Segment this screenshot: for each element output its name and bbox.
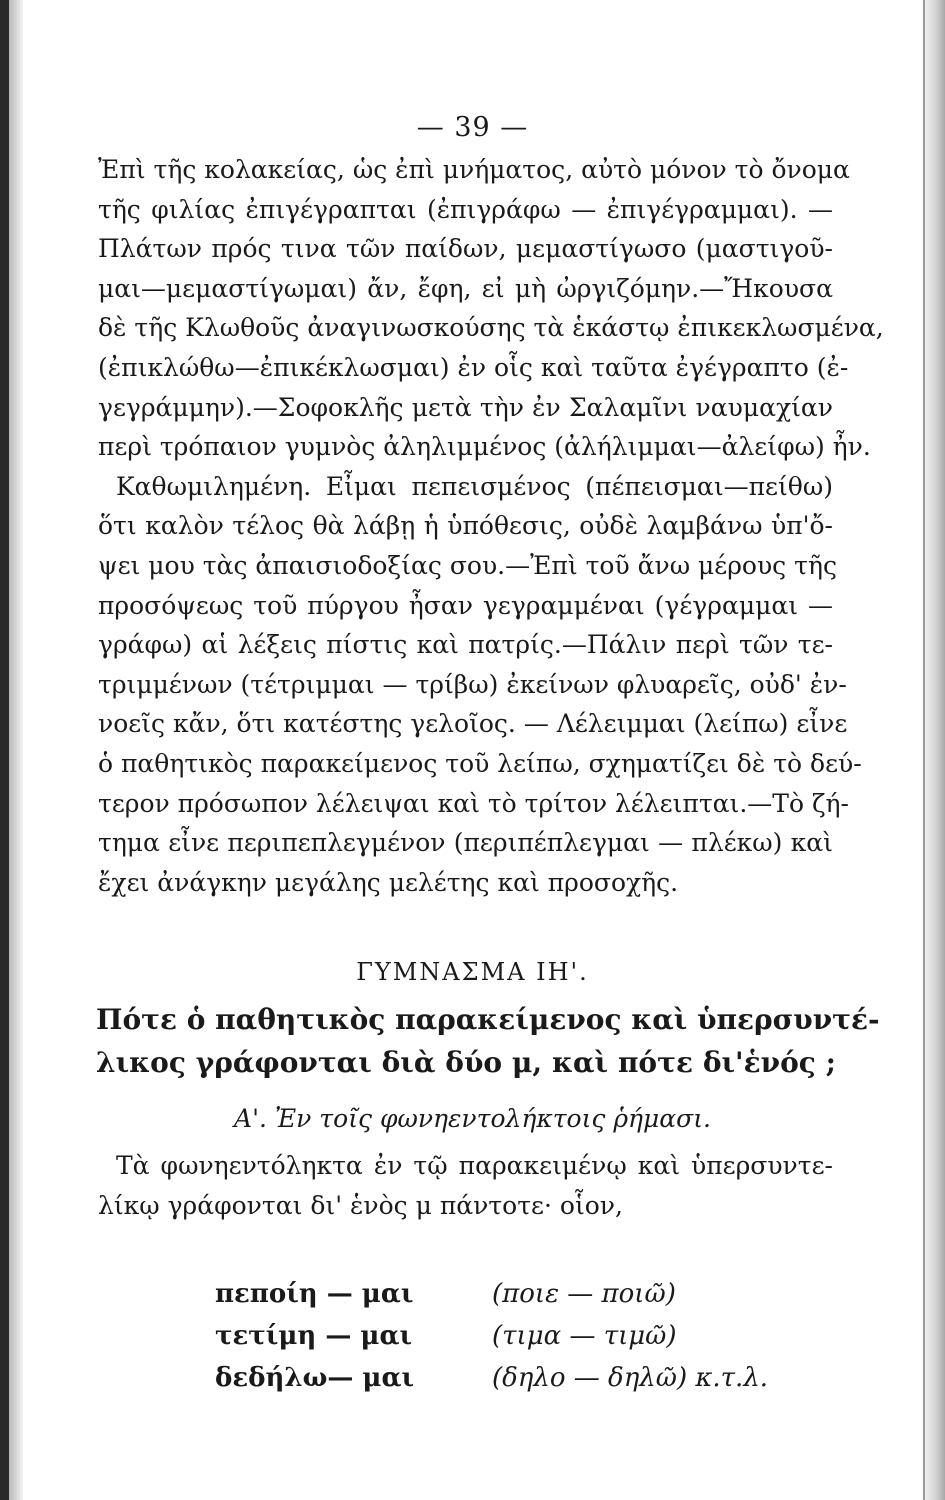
paragraph-line: γράφω) αἱ λέξεις πίστις καὶ πατρίς.—Πάλιν περὶ τῶν τε- (98, 630, 833, 660)
examples-list (215, 1273, 775, 1399)
exercise-heading-line: Πότε ὁ παθητικὸς παρακείμενος καὶ ὑπερσυντέ- (96, 1003, 880, 1036)
example-form: δεδήλω— μαι (215, 1363, 415, 1393)
paragraph-line: γεγράμμην).—Σοφοκλῆς μετὰ τὴν ἐν Σαλαμῖνι ναυμαχίαν (98, 392, 833, 422)
paragraph-line: Καθωμιλημένη. Εἶμαι πεπεισμένος (πέπεισμαι—πείθω) (116, 471, 833, 501)
paragraph-line: νοεῖς κἄν, ὅτι κατέστης γελοῖος. — Λέλειμμαι (λείπω) εἶνε (98, 709, 848, 739)
exercise-title: ΓΥΜΝΑΣΜΑ ΙΗ'. (356, 958, 589, 986)
rule-line: Τὰ φωνηεντόληκτα ἐν τῷ παρακειμένῳ καὶ ὑπερσυντε- (116, 1151, 833, 1180)
paragraph-line: Πλάτων πρός τινα τῶν παίδων, μεμαστίγωσο (μαστιγοῦ- (98, 234, 833, 264)
paragraph-line: (ἐπικλώθω—ἐπικέκλωσμαι) ἐν οἷς καὶ ταῦτα ἐγέγραπτο (ἐ- (98, 352, 849, 382)
paragraph-line: τερον πρόσωπον λέλειψαι καὶ τὸ τρίτον λέλειπται.—Τὸ ζή- (98, 788, 849, 818)
rule-line: λίκῳ γράφονται δι' ἑνὸς μ πάντοτε· οἷον, (98, 1190, 623, 1220)
example-row (215, 1273, 775, 1315)
example-row (215, 1315, 775, 1357)
scan-gutter-left (9, 0, 23, 1500)
paragraph-line: τριμμένων (τέτριμμαι — τρίβω) ἐκείνων φλυαρεῖς, οὐδ' ἐν- (98, 669, 847, 699)
exercise-heading-line: λικος γράφονται διὰ δύο μ, καὶ πότε δι'ἑνός ; (96, 1046, 836, 1079)
paragraph-line: τῆς φιλίας ἐπιγέγραπται (ἐπιγράφω — ἐπιγέγραμμαι). — (98, 194, 833, 224)
rule-paragraph (98, 1146, 833, 1225)
paragraph-line: δὲ τῆς Κλωθοῦς ἀναγινωσκούσης τὰ ἑκάστῳ ἐπικεκλωσμένα, (98, 313, 884, 343)
example-root: (δηλο — δηλῶ) κ.τ.λ. (492, 1363, 769, 1393)
example-root: (ποιε — ποιῶ) (492, 1279, 676, 1309)
paragraph-line: ὁ παθητικὸς παρακείμενος τοῦ λείπω, σχηματίζει δὲ τὸ δεύ- (98, 748, 862, 778)
example-root: (τιμα — τιμῶ) (492, 1321, 677, 1351)
subsection-title: Α'. Ἐν τοῖς φωνηεντολήκτοις ῥήμασι. (234, 1104, 711, 1133)
paragraph-line: ἔχει ἀνάγκην μεγάλης μελέτης καὶ προσοχῆς. (98, 867, 679, 897)
paragraph-line: προσόψεως τοῦ πύργου ἦσαν γεγραμμέναι (γέγραμμαι — (98, 590, 833, 620)
paragraph-line: τημα εἶνε περιπεπλεγμένον (περιπέπλεγμαι — πλέκω) καὶ (98, 828, 833, 858)
paragraph-line: μαι—μεμαστίγωμαι) ἄν, ἔφη, εἰ μὴ ὠργιζόμην.—Ἤκουσα (98, 273, 833, 303)
main-paragraph (98, 150, 884, 902)
paragraph-line: περὶ τρόπαιον γυμνὸς ἀληλιμμένος (ἀλήλιμμαι—ἀλείφω) ἦν. (98, 432, 871, 462)
paragraph-line: ὅτι καλὸν τέλος θὰ λάβῃ ἡ ὑπόθεσις, οὐδὲ λαμβάνω ὑπ'ὄ- (98, 511, 833, 541)
example-form: τετίμη — μαι (215, 1321, 413, 1351)
paragraph-line: ψει μου τὰς ἀπαισιοδοξίας σου.—Ἐπὶ τοῦ ἄνω μέρους τῆς (98, 550, 837, 580)
example-row (215, 1357, 775, 1399)
paragraph-line: Ἐπὶ τῆς κολακείας, ὡς ἐπὶ μνήματος, αὐτὸ μόνον τὸ ὄνομα (98, 155, 850, 184)
scan-shadow-right (925, 0, 945, 1500)
scan-shadow-left (0, 0, 9, 1500)
example-form: πεποίη — μαι (215, 1279, 414, 1309)
page-number: — 39 — (416, 112, 529, 143)
